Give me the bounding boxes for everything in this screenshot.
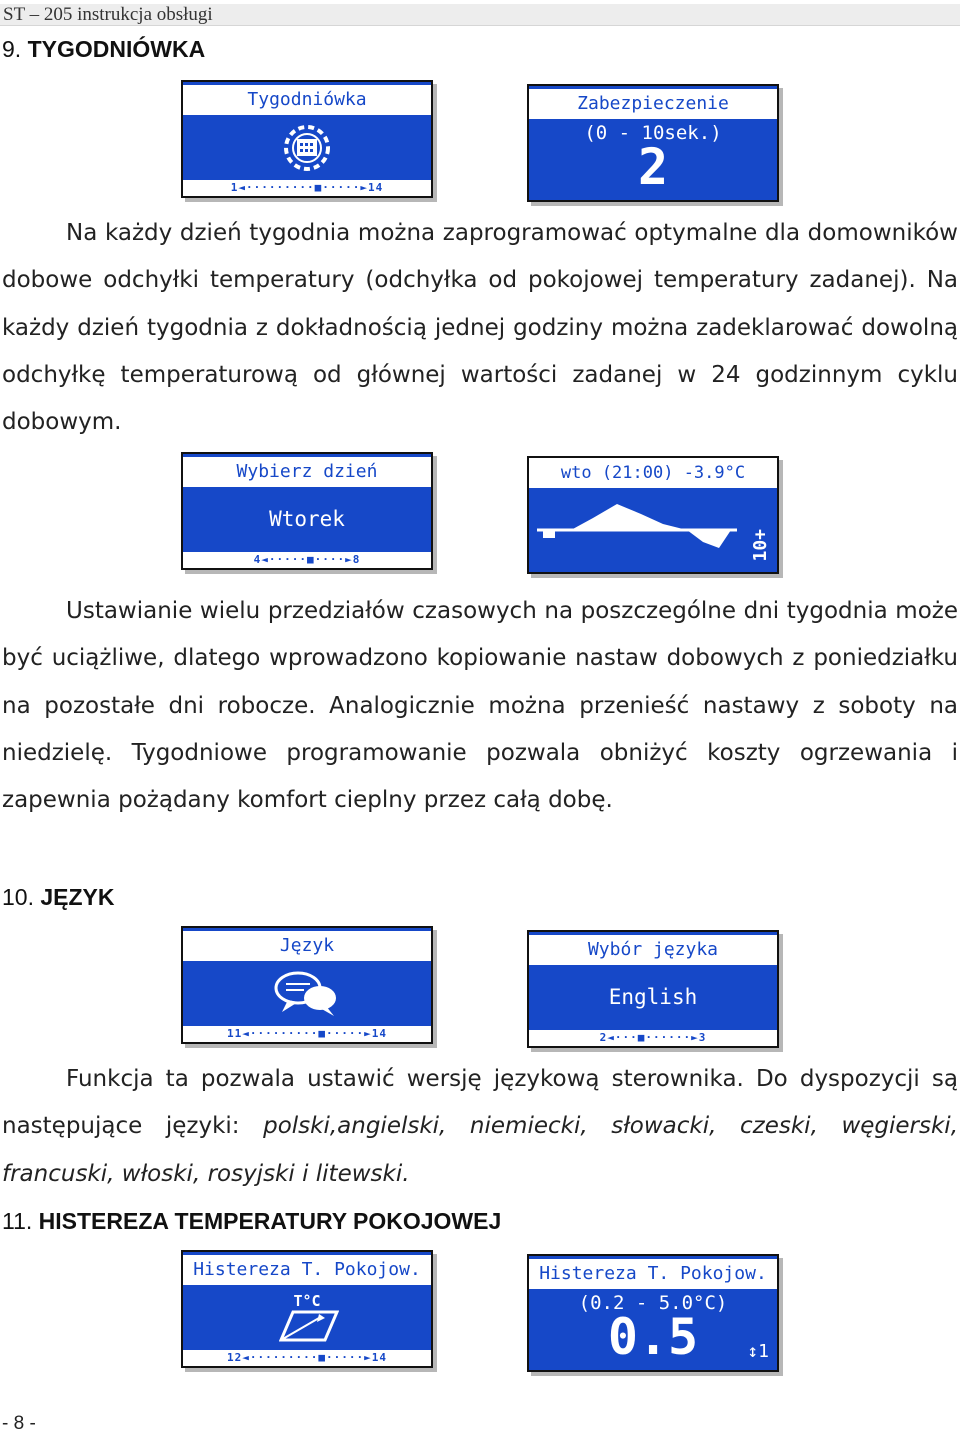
speech-bubbles-icon (272, 968, 342, 1018)
section-title: HISTEREZA TEMPERATURY POKOJOWEJ (38, 1208, 502, 1234)
screen-title: Wybierz dzień (183, 457, 431, 487)
page-number: - 8 - (2, 1413, 36, 1434)
screen-title: wto (21:00) -3.9°C (529, 458, 777, 488)
hysteresis-icon (279, 1308, 339, 1344)
screen-nav-bar: 4◄·····■····►8 (183, 552, 431, 568)
section-title: TYGODNIÓWKA (27, 36, 206, 62)
screen-wybierz-dzien (181, 452, 433, 570)
screen-title: Histereza T. Pokojow. (183, 1255, 431, 1285)
calendar-gear-icon (277, 122, 337, 174)
section-9-heading (2, 36, 205, 63)
section-10-paragraph: Funkcja ta pozwala ustawić wersję językową sterownika. Do dyspozycji są następujące języki: polski,angielski, niemiecki, słowacki, czeski, węgierski, francuski, włoski, rosyjski i litewski. (2, 1066, 958, 1187)
section-11-heading (2, 1208, 501, 1235)
section-10-heading (2, 884, 115, 911)
section-9-paragraph-1: Na każdy dzień tygodnia można zaprogramować optymalne dla domowników dobowe odchyłki temperatury (odchyłka od pokojowej temperatury zadanej). Na każdy dzień tygodnia z dokładnością jednej godziny można zadeklarować dowolną odchyłkę temperaturową od głównej wartości zadanej w 24 godzinnym cyklu dobowym. (2, 220, 958, 436)
page-header: ST – 205 instrukcja obsługi (0, 4, 960, 26)
section-9-paragraph-2: Ustawianie wielu przedziałów czasowych na poszczególne dni tygodnia może być uciążliwe, dlatego wprowadzono kopiowanie nastaw dobowych z poniedziałku na pozostałe dni robocze. Analogicznie można przenieść nastawy z soboty na niedzielę. Tygodniowe programowanie pozwala obniżyć koszty ogrzewania i zapewnia pożądany komfort cieplny przez całą dobę. (2, 598, 958, 814)
temperature-profile-icon (537, 492, 737, 568)
screen-nav-bar: 12◄·········■·····►14 (183, 1350, 431, 1366)
screen-nav-bar: 11◄·········■·····►14 (183, 1026, 431, 1042)
section-title: JĘZYK (40, 884, 115, 910)
screen-title: Wybór języka (529, 935, 777, 965)
screen-tygodniowka (181, 80, 433, 198)
screen-title: Język (183, 931, 431, 961)
screen-value: English (608, 985, 698, 1009)
screen-zabezpieczenie (527, 84, 779, 202)
screen-nav-bar: 2◄···■······►3 (529, 1030, 777, 1046)
screen-jezyk (181, 926, 433, 1044)
screen-title: Histereza T. Pokojow. (529, 1259, 777, 1289)
screen-nav-bar: 1◄·········■·····►14 (183, 180, 431, 196)
screen-title: Zabezpieczenie (529, 89, 777, 119)
screen-title: Tygodniówka (183, 85, 431, 115)
screen-wybor-jezyka (527, 930, 779, 1048)
hysteresis-icon-label: T°C (293, 1292, 321, 1310)
screen-value: Wtorek (269, 507, 345, 531)
section-number: 11. (2, 1208, 33, 1234)
screen-side-label: 10+ (750, 529, 771, 562)
section-number: 10. (2, 884, 34, 910)
screen-histereza-menu (181, 1250, 433, 1368)
section-number: 9. (2, 36, 22, 62)
screen-temperature-profile (527, 456, 779, 574)
screen-side-label: ↕1 (747, 1341, 769, 1362)
screen-histereza-value (527, 1254, 779, 1372)
screen-value: 0.5 (607, 1308, 699, 1366)
screen-range: (0 - 10sek.) (584, 122, 722, 144)
screen-range: (0.2 - 5.0°C) (578, 1292, 728, 1314)
screen-value: 2 (637, 138, 669, 196)
